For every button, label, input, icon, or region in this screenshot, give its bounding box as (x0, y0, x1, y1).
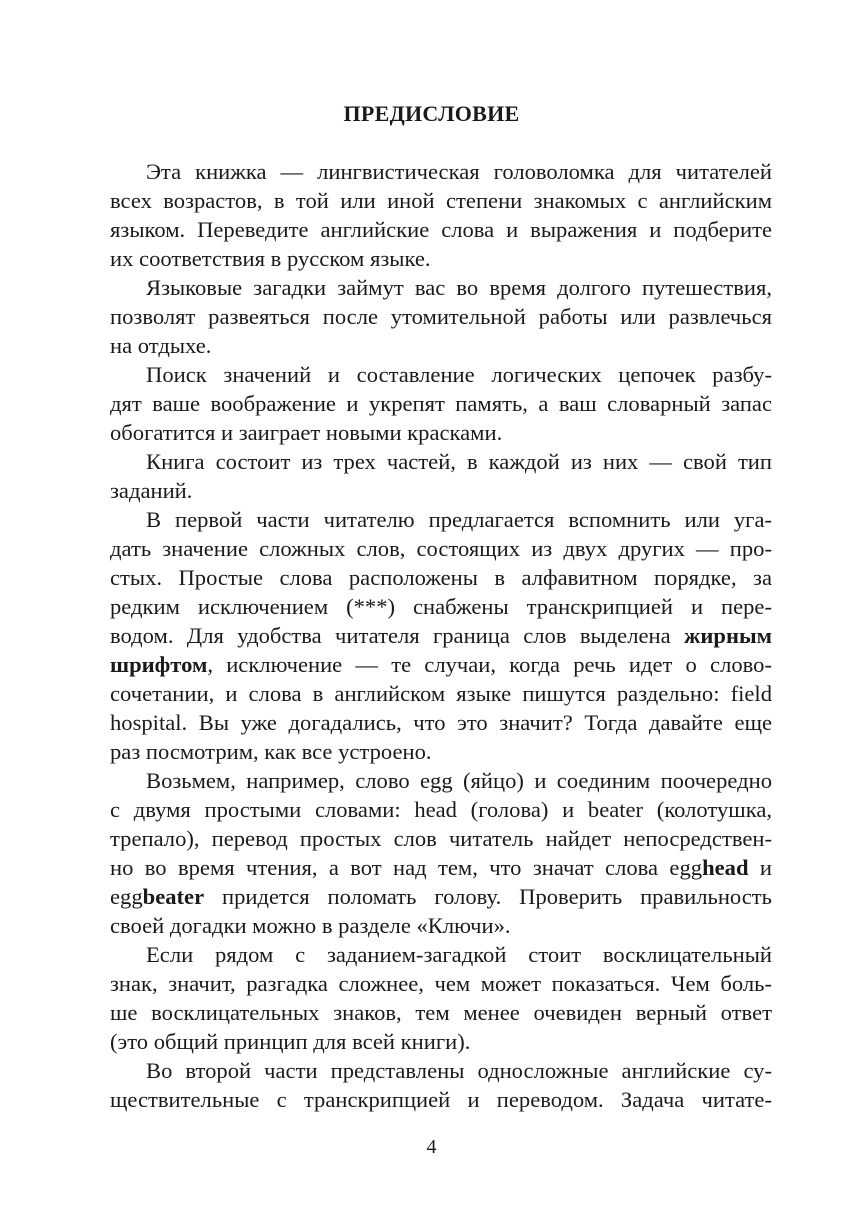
text-line: стых. Простые слова расположены в алфавитном порядке, за (110, 565, 772, 590)
text-line: редким исключением (***) снабжены транскрипцией и пере- (110, 594, 772, 619)
text-line: раз посмотрим, как все устроено. (110, 739, 432, 764)
text-span: и (748, 855, 772, 880)
text-line: всех возрастов, в той или иной степени знакомых с английским (110, 188, 772, 213)
text-line: Книга состоит из трех частей, в каждой из них — свой тип (146, 449, 772, 474)
text-line: Языковые загадки займут вас во время долгого путешествия, (146, 275, 772, 300)
text-line: обогатится и заиграет новыми красками. (110, 420, 503, 445)
text-line: Эта книжка — лингвистическая головоломка для читателей (146, 159, 772, 184)
text-line: трепало), перевод простых слов читатель найдет непосредствен- (110, 826, 772, 851)
text-line: на отдыхе. (110, 333, 212, 358)
text-line: ше восклицательных знаков, тем менее очевиден верный ответ (110, 1000, 772, 1025)
text-line: дать значение сложных слов, состоящих из двух других — про- (110, 536, 772, 561)
text-line: Возьмем, например, слово egg (яйцо) и соединим поочередно (146, 768, 772, 793)
text-span: egg (110, 884, 143, 909)
text-line (110, 650, 772, 679)
text-line: их соответствия в русском языке. (110, 246, 431, 271)
text-line: Если рядом с заданием-загадкой стоит восклицательный (146, 942, 772, 967)
text-line: (это общий принцип для всей книги). (110, 1029, 471, 1054)
bold-text: шрифтом (110, 652, 208, 677)
text-line: с двумя простыми словами: head (голова) и beater (колотушка, (110, 797, 772, 822)
text-line: знак, значит, разгадка сложнее, чем может показаться. Чем боль- (110, 971, 772, 996)
text-line: В первой части читателю предлагается вспомнить или уга- (146, 507, 772, 532)
text-line: ществительные с транскрипцией и переводом. Задача читате- (110, 1087, 772, 1112)
text-span: водом. Для удобства читателя граница слов выделена (110, 623, 684, 648)
bold-text: beater (142, 884, 205, 909)
text-span: придется поломать голову. Проверить правильность (204, 884, 772, 909)
text-line: Во второй части представлены односложные английские су- (146, 1058, 772, 1083)
text-span: но во время чтения, а вот над тем, что значат слова egg (110, 855, 703, 880)
text-line: сочетании, и слова в английском языке пишутся раздельно: field (110, 681, 772, 706)
text-line (110, 853, 772, 882)
text-line: заданий. (110, 478, 193, 503)
page-number: 4 (426, 1136, 437, 1158)
text-line: своей догадки можно в разделе «Ключи». (110, 913, 511, 938)
text-span: , исключение — те случаи, когда речь идет о слово- (207, 652, 772, 677)
text-line: дят ваше воображение и укрепят память, а ваш словарный запас (110, 391, 772, 416)
text-line (110, 882, 772, 911)
bold-text: head (702, 855, 749, 880)
page-title: ПРЕДИСЛОВИЕ (343, 101, 520, 126)
text-line: позволят развеяться после утомительной работы или развлечься (110, 304, 772, 329)
text-line: Поиск значений и составление логических цепочек разбу- (146, 362, 772, 387)
bold-text: жирным (683, 623, 772, 648)
text-line: hospital. Вы уже догадались, что это значит? Тогда давайте еще (110, 710, 772, 735)
body-text (110, 157, 772, 1114)
text-line: языком. Переведите английские слова и выражения и подберите (110, 217, 772, 242)
text-line (110, 621, 772, 650)
